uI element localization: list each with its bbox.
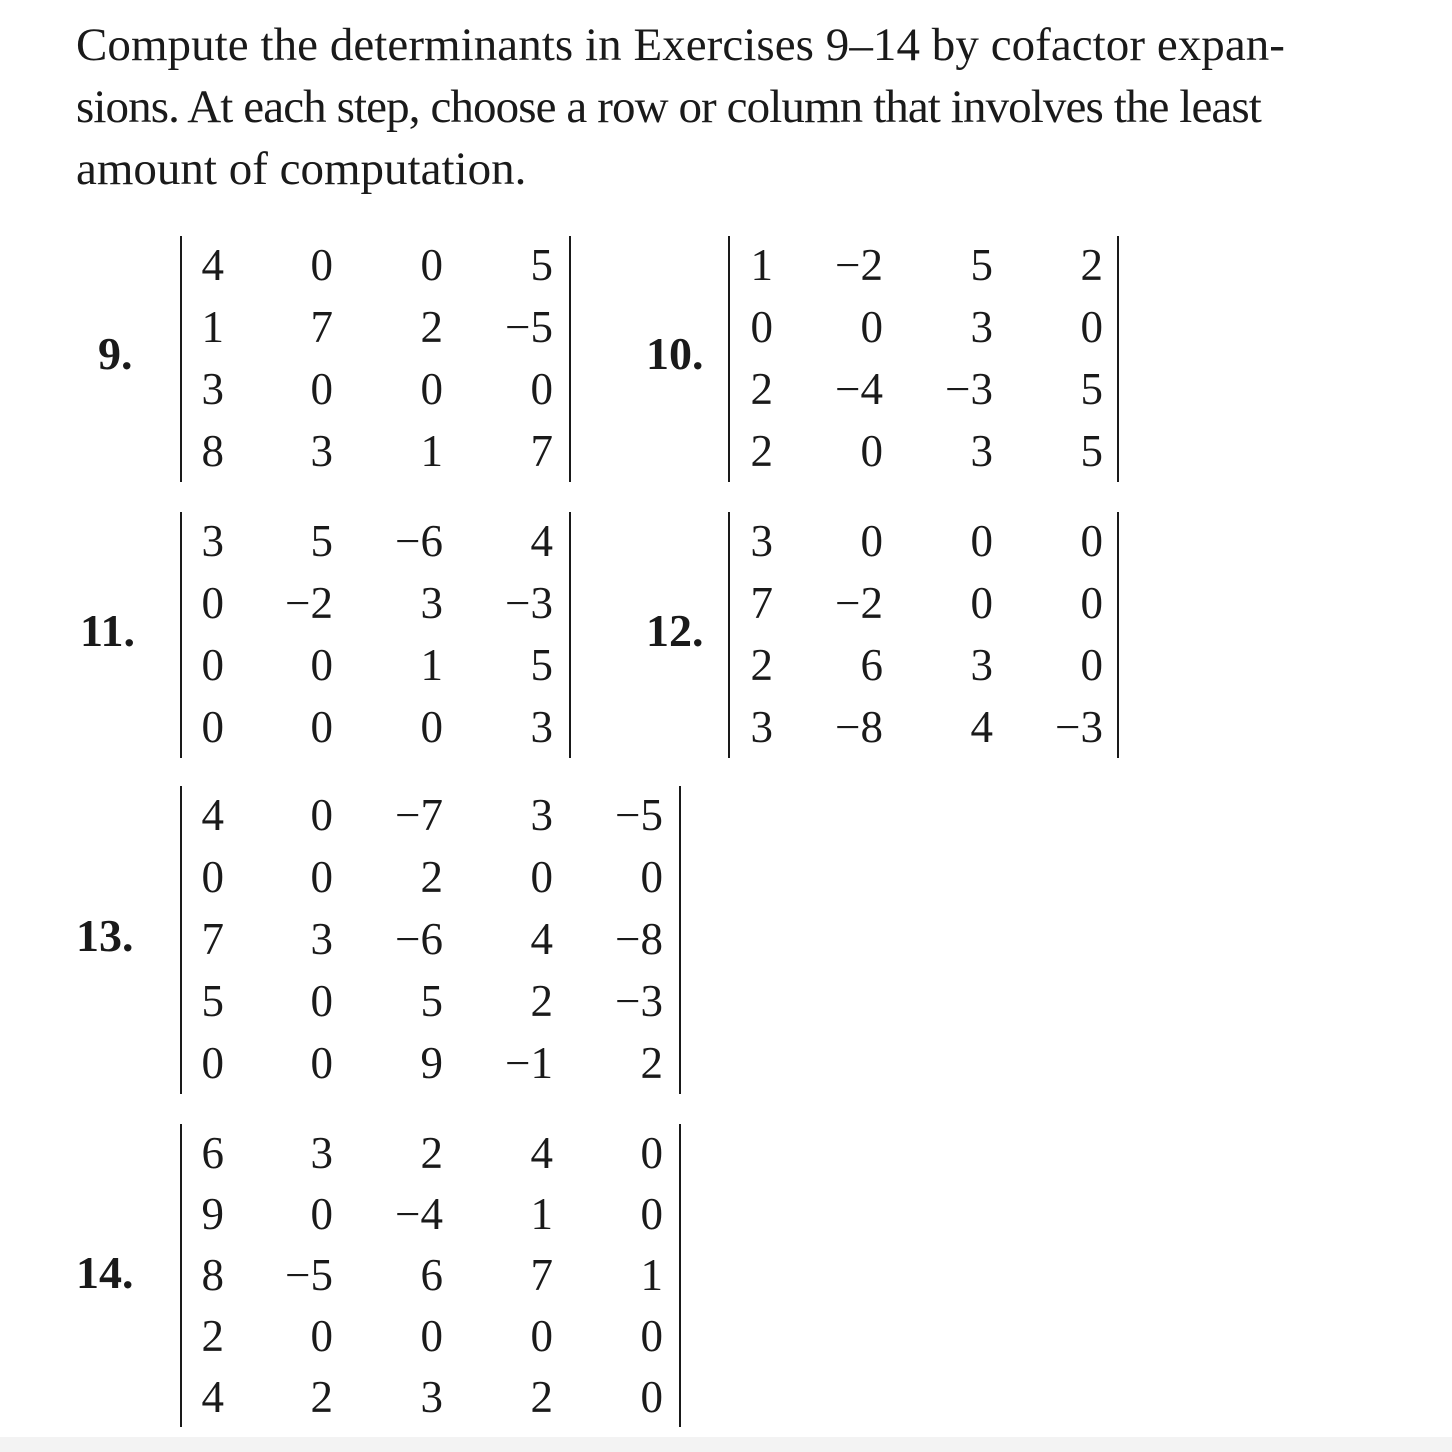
exercise-number: 10. (646, 328, 704, 379)
exercise-number: 13. (76, 910, 134, 961)
matrix-entry: 2 (750, 426, 773, 476)
matrix-entry: 3 (750, 702, 773, 752)
matrix-entry: 1 (530, 1189, 553, 1239)
matrix-entry: 2 (420, 302, 443, 352)
matrix-entry: 7 (530, 426, 553, 476)
matrix-entry: 1 (420, 426, 443, 476)
matrix-entry: −2 (285, 578, 333, 628)
matrix-entry: 0 (310, 976, 333, 1026)
matrix-entry: 0 (310, 1311, 333, 1361)
instructions-line-2: sions. At each step, choose a row or column that involves the least (76, 81, 1261, 133)
matrix-entry: −4 (835, 364, 883, 414)
matrix-entry: 6 (860, 640, 883, 690)
matrix-entry: 3 (750, 516, 773, 566)
matrix-entry: 0 (860, 426, 883, 476)
matrix-entry: −8 (835, 702, 883, 752)
matrix-entry: −7 (395, 790, 443, 840)
matrix-entry: 0 (640, 1372, 663, 1422)
matrix-entry: 3 (970, 426, 993, 476)
matrix-entry: 5 (420, 976, 443, 1026)
matrix-entry: 3 (530, 790, 553, 840)
matrix-entry: 7 (201, 914, 224, 964)
matrix-entry: 0 (860, 516, 883, 566)
matrix-entry: 0 (640, 852, 663, 902)
matrix-entry: 0 (420, 702, 443, 752)
matrix-entry: 3 (420, 578, 443, 628)
matrix-entry: 0 (420, 1311, 443, 1361)
matrix-entry: 5 (530, 640, 553, 690)
matrix-entry: −6 (395, 516, 443, 566)
matrix-entry: 2 (640, 1038, 663, 1088)
matrix-entry: 3 (201, 364, 224, 414)
matrix-entry: 0 (1080, 516, 1103, 566)
matrix-entry: 0 (640, 1189, 663, 1239)
matrix-entry: 1 (201, 302, 224, 352)
matrix-entry: 0 (310, 640, 333, 690)
matrix-entry: 3 (420, 1372, 443, 1422)
matrix-entry: 2 (750, 640, 773, 690)
matrix-entry: 5 (530, 240, 553, 290)
matrix-entry: 9 (201, 1189, 224, 1239)
matrix-entry: −8 (615, 914, 663, 964)
matrix-entry: 2 (530, 1372, 553, 1422)
matrix-entry: 0 (970, 516, 993, 566)
matrix-entry: 5 (201, 976, 224, 1026)
matrix-entry: 0 (420, 240, 443, 290)
instructions-line-3: amount of computation. (76, 143, 527, 195)
matrix-entry: 0 (1080, 578, 1103, 628)
matrix-entry: 7 (750, 578, 773, 628)
matrix-entry: 1 (640, 1250, 663, 1300)
matrix-entry: 0 (201, 640, 224, 690)
matrix-entry: 0 (310, 852, 333, 902)
matrix-entry: 4 (201, 790, 224, 840)
matrix-entry: −3 (615, 976, 663, 1026)
matrix-entry: 0 (640, 1128, 663, 1178)
matrix-entry: 0 (530, 1311, 553, 1361)
matrix-entry: 6 (420, 1250, 443, 1300)
matrix-entry: 8 (201, 426, 224, 476)
matrix-entry: −1 (505, 1038, 553, 1088)
matrix-entry: −2 (835, 240, 883, 290)
matrix-entry: 3 (310, 426, 333, 476)
matrix-entry: 0 (310, 240, 333, 290)
matrix-entry: 5 (1080, 364, 1103, 414)
matrix-entry: 2 (1080, 240, 1103, 290)
matrix-entry: −3 (505, 578, 553, 628)
matrix-entry: 0 (310, 790, 333, 840)
matrix-entry: 4 (530, 516, 553, 566)
matrix-entry: −6 (395, 914, 443, 964)
matrix-entry: 0 (310, 702, 333, 752)
matrix-entry: 7 (530, 1250, 553, 1300)
matrix-entry: 2 (420, 1128, 443, 1178)
matrix-entry: 5 (310, 516, 333, 566)
matrix-entry: 0 (310, 1038, 333, 1088)
matrix-entry: 5 (1080, 426, 1103, 476)
matrix-entry: 2 (201, 1311, 224, 1361)
matrix-entry: 4 (970, 702, 993, 752)
exercise-number: 12. (646, 605, 704, 656)
matrix-entry: 4 (201, 240, 224, 290)
exercise-number: 11. (80, 605, 135, 656)
matrix-entry: 0 (1080, 640, 1103, 690)
page-bottom-strip (0, 1437, 1452, 1452)
matrix-entry: 0 (310, 364, 333, 414)
exercise-number: 14. (76, 1247, 134, 1298)
matrix-entry: 0 (201, 852, 224, 902)
matrix-entry: 0 (640, 1311, 663, 1361)
matrix-entry: 4 (530, 1128, 553, 1178)
matrix-entry: 0 (970, 578, 993, 628)
matrix-entry: 7 (310, 302, 333, 352)
matrix-entry: 3 (310, 914, 333, 964)
matrix-entry: −3 (945, 364, 993, 414)
matrix-entry: 0 (310, 1189, 333, 1239)
matrix-entry: 0 (201, 702, 224, 752)
matrix-entry: −3 (1055, 702, 1103, 752)
matrix-entry: 9 (420, 1038, 443, 1088)
matrix-entry: 4 (530, 914, 553, 964)
matrix-entry: 3 (530, 702, 553, 752)
matrix-entry: 2 (310, 1372, 333, 1422)
matrix-entry: 3 (201, 516, 224, 566)
matrix-entry: 0 (201, 1038, 224, 1088)
matrix-entry: 0 (1080, 302, 1103, 352)
matrix-entry: −5 (505, 302, 553, 352)
matrix-entry: 0 (530, 364, 553, 414)
matrix-entry: 0 (530, 852, 553, 902)
matrix-entry: 0 (750, 302, 773, 352)
matrix-entry: 2 (530, 976, 553, 1026)
matrix-entry: −5 (285, 1250, 333, 1300)
matrix-entry: 3 (310, 1128, 333, 1178)
matrix-entry: 8 (201, 1250, 224, 1300)
matrix-entry: −4 (395, 1189, 443, 1239)
matrix-entry: 2 (750, 364, 773, 414)
matrix-entry: 6 (201, 1128, 224, 1178)
matrix-entry: −5 (615, 790, 663, 840)
matrix-entry: 0 (860, 302, 883, 352)
matrix-entry: 1 (420, 640, 443, 690)
matrix-entry: 3 (970, 302, 993, 352)
instructions-line-1: Compute the determinants in Exercises 9–14 by cofactor expan- (76, 19, 1286, 71)
matrix-entry: 2 (420, 852, 443, 902)
matrix-entry: 1 (750, 240, 773, 290)
matrix-entry: 0 (201, 578, 224, 628)
matrix-entry: 0 (420, 364, 443, 414)
exercise-instructions (76, 14, 1406, 200)
matrix-entry: −2 (835, 578, 883, 628)
matrix-entry: 3 (970, 640, 993, 690)
matrix-entry: 5 (970, 240, 993, 290)
exercise-number: 9. (98, 328, 133, 379)
matrix-entry: 4 (201, 1372, 224, 1422)
